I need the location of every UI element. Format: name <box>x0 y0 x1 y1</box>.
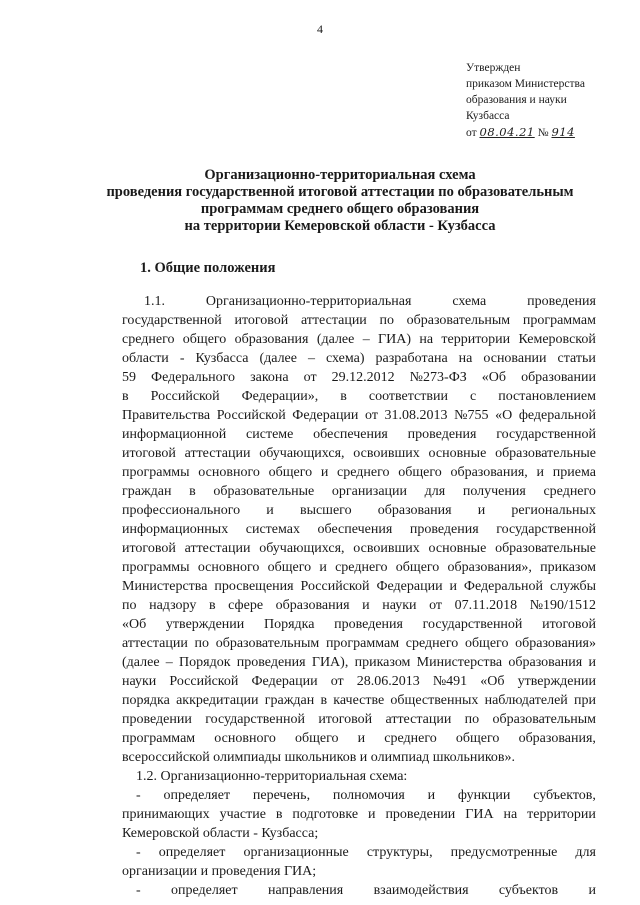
body-line <box>122 330 596 349</box>
word: высшего <box>299 503 352 518</box>
document-title <box>90 167 590 235</box>
body-line <box>122 463 596 482</box>
word: образовательные <box>495 541 596 556</box>
word: сфере <box>228 598 264 613</box>
word: определяет <box>163 788 231 803</box>
word: ГИА), <box>311 655 349 670</box>
approval-line: образования и науки <box>466 94 567 106</box>
word: определяет <box>158 845 226 860</box>
word: итоговой <box>542 617 596 632</box>
word: проведения <box>236 655 306 670</box>
word: в <box>189 484 196 499</box>
word: образовательные <box>495 446 596 461</box>
word: №491 <box>432 674 468 689</box>
word: подготовке <box>292 807 359 822</box>
word: проведения <box>407 427 477 442</box>
body-line <box>122 843 596 862</box>
word: и <box>427 788 436 803</box>
body-line <box>122 387 596 406</box>
word: основании <box>483 351 547 366</box>
word: (далее <box>259 351 297 366</box>
word: общего <box>182 332 227 347</box>
word: - <box>136 845 141 860</box>
approval-date-line <box>466 124 626 141</box>
word: Российской <box>216 408 286 423</box>
word: обучающихся, <box>259 446 345 461</box>
word: среднего <box>405 636 459 651</box>
word: среднего <box>543 484 596 499</box>
word: - <box>179 351 185 366</box>
body-line <box>122 368 596 387</box>
word: основного <box>198 465 260 480</box>
word: направления <box>267 883 344 898</box>
body-line: 1.2. Организационно-территориальная схема: <box>136 769 408 784</box>
word: аттестации <box>122 636 188 651</box>
word: наблюдателей <box>484 693 568 708</box>
word: системах <box>245 522 300 537</box>
approval-line: приказом Министерства <box>466 78 585 90</box>
word: качестве <box>333 693 385 708</box>
word: общего <box>295 731 339 746</box>
word: и <box>477 503 486 518</box>
date-prefix: от <box>466 127 477 139</box>
page-number: 4 <box>317 22 323 36</box>
word: утверждении <box>517 674 596 689</box>
word: государственной <box>496 427 596 442</box>
word: - <box>136 883 141 898</box>
word: итоговой <box>122 541 176 556</box>
body-line <box>122 710 596 729</box>
handwritten-number: 914 <box>551 125 575 139</box>
word: проведении <box>385 807 456 822</box>
word: и <box>368 807 376 822</box>
word: – <box>308 351 315 366</box>
word: Правительства <box>122 408 211 423</box>
word: 59 <box>122 370 136 385</box>
body-line <box>122 520 596 539</box>
word: в <box>122 389 129 404</box>
word: итоговой <box>122 446 176 461</box>
approval-line: Утвержден <box>466 62 521 74</box>
word: аттестации <box>300 313 367 328</box>
word: 28.06.2013 <box>356 674 420 689</box>
word: и <box>320 465 329 480</box>
title-line: на территории Кемеровской области - Кузбасса <box>184 218 496 234</box>
word: №755 <box>454 408 489 423</box>
word: образовательным <box>406 313 511 328</box>
word: получения <box>462 484 526 499</box>
word: Федерального <box>151 370 236 385</box>
word: в <box>320 693 328 708</box>
word: программам <box>122 731 196 746</box>
word: 07.11.2018 <box>454 598 518 613</box>
word: принимающих <box>122 807 210 822</box>
word: науки <box>382 598 417 613</box>
word: информационной <box>122 427 227 442</box>
body-line <box>122 501 596 520</box>
word: для <box>575 845 596 860</box>
word: функции <box>457 788 511 803</box>
word: и <box>588 883 596 898</box>
body-line <box>122 444 596 463</box>
word: постановлением <box>498 389 596 404</box>
word: образования» <box>515 636 596 651</box>
word: по <box>464 712 480 727</box>
word: и <box>362 598 370 613</box>
word: организационные <box>243 845 349 860</box>
word: в <box>275 807 283 822</box>
word: общественных <box>390 693 479 708</box>
word: Федерации», <box>241 389 319 404</box>
body-line <box>122 805 596 824</box>
word: общего <box>395 560 440 575</box>
word: основного <box>214 731 276 746</box>
word: 1.1. <box>144 294 165 309</box>
body-line <box>122 425 596 444</box>
body-line <box>122 615 596 634</box>
word: проведения <box>334 617 403 632</box>
word: соответствии <box>368 389 448 404</box>
word: для <box>424 484 446 499</box>
word: итоговой <box>234 313 289 328</box>
word: общего <box>267 560 312 575</box>
word: – <box>362 332 370 347</box>
word: аккредитации <box>176 693 259 708</box>
word: программам <box>522 313 596 328</box>
word: Российской <box>300 579 370 594</box>
word: Порядок <box>179 655 231 670</box>
word: определяет <box>171 883 238 898</box>
word: освоивших <box>353 446 420 461</box>
word: Кемеровской <box>518 332 596 347</box>
word: Российской <box>169 674 239 689</box>
word: (далее <box>316 332 355 347</box>
word: и <box>357 731 366 746</box>
word: образовательным <box>215 636 320 651</box>
word: субъектов <box>498 883 559 898</box>
body-line <box>122 691 596 710</box>
title-line: программам среднего общего образования <box>200 201 480 217</box>
word: перечень, <box>252 788 311 803</box>
handwritten-date: 08.04.21 <box>479 125 535 139</box>
word: проведения <box>527 294 596 309</box>
word: на <box>419 332 434 347</box>
body-line: всероссийской олимпиады школьников и олимпиад школьников». <box>122 750 516 765</box>
word: территории <box>441 332 511 347</box>
word: проведения <box>409 522 479 537</box>
word: схема) <box>326 351 365 366</box>
word: Министерства <box>122 579 208 594</box>
word: государственной <box>122 313 222 328</box>
word: Федерации <box>292 408 359 423</box>
word: среднего <box>337 465 390 480</box>
word: граждан <box>122 484 172 499</box>
word: образования», <box>447 560 532 575</box>
word: образования <box>377 503 452 518</box>
word: общего <box>455 731 500 746</box>
word: Российской <box>150 389 220 404</box>
word: просвещения <box>214 579 294 594</box>
word: 29.12.2012 <box>331 370 395 385</box>
word: программы <box>122 465 190 480</box>
word: образовательным <box>492 712 596 727</box>
word: профессионального <box>122 503 241 518</box>
word: образовательные <box>213 484 315 499</box>
word: и <box>588 655 596 670</box>
word: предусмотренные <box>450 845 558 860</box>
word: схема <box>452 294 487 309</box>
body-line <box>122 292 596 311</box>
word: программам <box>325 636 400 651</box>
word: Федерации <box>376 579 443 594</box>
word: полномочия <box>332 788 405 803</box>
word: среднего <box>335 560 388 575</box>
word: и <box>449 579 457 594</box>
body-line: организации и проведения ГИА; <box>122 864 317 879</box>
word: Федерации <box>251 674 318 689</box>
word: от <box>365 408 378 423</box>
body-line <box>122 881 596 900</box>
word: от <box>429 598 443 613</box>
word: организации <box>331 484 408 499</box>
word: по <box>194 636 210 651</box>
word: №190/1512 <box>529 598 596 613</box>
word: на <box>503 807 518 822</box>
body-line <box>122 539 596 558</box>
body-line <box>122 482 596 501</box>
word: от <box>330 674 344 689</box>
word: Министерства <box>416 655 503 670</box>
word: службы <box>549 579 596 594</box>
word: при <box>574 693 596 708</box>
word: общего <box>464 636 509 651</box>
word: образовании <box>521 370 596 385</box>
word: закона <box>250 370 289 385</box>
word: общего <box>268 465 313 480</box>
word: граждан <box>264 693 315 708</box>
word: надзору <box>149 598 197 613</box>
word: среднего <box>122 332 175 347</box>
word: приема <box>552 465 596 480</box>
word: области <box>122 351 169 366</box>
word: государственной <box>205 712 305 727</box>
approval-line: Кузбасса <box>466 110 510 122</box>
word: по <box>379 313 394 328</box>
word: науки <box>122 674 157 689</box>
body-line: Кемеровской области - Кузбасса; <box>122 826 319 841</box>
body-line <box>122 596 596 615</box>
word: образования, <box>518 731 596 746</box>
word: приказом <box>354 655 411 670</box>
word: среднего <box>384 731 437 746</box>
word: территории <box>527 807 596 822</box>
word: порядка <box>122 693 170 708</box>
word: аттестации <box>385 712 452 727</box>
word: ГИА) <box>378 332 412 347</box>
word: «О <box>495 408 513 423</box>
word: по <box>122 598 137 613</box>
word: федеральной <box>518 408 596 423</box>
title-line: Организационно-территориальная схема <box>204 167 476 183</box>
word: (далее <box>122 655 160 670</box>
word: основные <box>428 446 487 461</box>
word: государственной <box>496 522 596 537</box>
word: образования, <box>450 465 528 480</box>
word: Кузбасса <box>195 351 249 366</box>
word: обеспечения <box>313 427 388 442</box>
word: общего <box>398 465 442 480</box>
word: основного <box>197 560 260 575</box>
body-line <box>122 349 596 368</box>
body-line <box>122 653 596 672</box>
body-line <box>122 786 596 805</box>
word: Федеральной <box>463 579 544 594</box>
word: приказом <box>540 560 596 575</box>
word: образования <box>275 598 350 613</box>
word: №273-ФЗ <box>409 370 467 385</box>
word: системе <box>246 427 294 442</box>
word: «Об <box>122 617 147 632</box>
title-line: проведения государственной итоговой аттестации по образовательным <box>106 184 574 200</box>
word: Организационно-территориальная <box>205 294 412 309</box>
word: обеспечения <box>317 522 393 537</box>
word: структуры, <box>366 845 433 860</box>
word: обучающихся, <box>259 541 345 556</box>
number-prefix: № <box>537 127 549 139</box>
word: субъектов, <box>533 788 596 803</box>
word: в <box>208 598 216 613</box>
word: Порядка <box>263 617 315 632</box>
word: информационных <box>122 522 229 537</box>
word: и <box>536 465 545 480</box>
word: основные <box>428 541 487 556</box>
word: - <box>136 788 141 803</box>
word: аттестации <box>184 446 251 461</box>
section-heading: 1. Общие положения <box>140 260 276 276</box>
word: программы <box>122 560 190 575</box>
word: 31.08.2013 <box>384 408 448 423</box>
word: и <box>319 560 327 575</box>
word: – <box>165 655 173 670</box>
body-line <box>122 311 596 330</box>
word: образования <box>234 332 309 347</box>
word: утверждении <box>165 617 245 632</box>
word: итоговой <box>318 712 373 727</box>
word: от <box>303 370 317 385</box>
word: участие <box>219 807 266 822</box>
word: на <box>458 351 473 366</box>
body-line <box>122 634 596 653</box>
word: в <box>340 389 347 404</box>
body-line <box>122 729 596 748</box>
word: региональных <box>511 503 596 518</box>
word: ГИА <box>465 807 494 822</box>
body-line <box>122 577 596 596</box>
word: освоивших <box>353 541 420 556</box>
approval-stamp <box>466 60 626 141</box>
word: аттестации <box>184 541 251 556</box>
word: взаимодействия <box>373 883 469 898</box>
body-line <box>122 406 596 425</box>
word: государственной <box>422 617 523 632</box>
body-text <box>122 292 596 900</box>
word: статьи <box>557 351 596 366</box>
body-line <box>122 672 596 691</box>
word: и <box>266 503 274 518</box>
word: разработана <box>375 351 448 366</box>
word: проведении <box>122 712 192 727</box>
word: «Об <box>480 674 505 689</box>
word: образования <box>508 655 583 670</box>
body-line <box>122 558 596 577</box>
word: с <box>469 389 477 404</box>
word: «Об <box>481 370 507 385</box>
